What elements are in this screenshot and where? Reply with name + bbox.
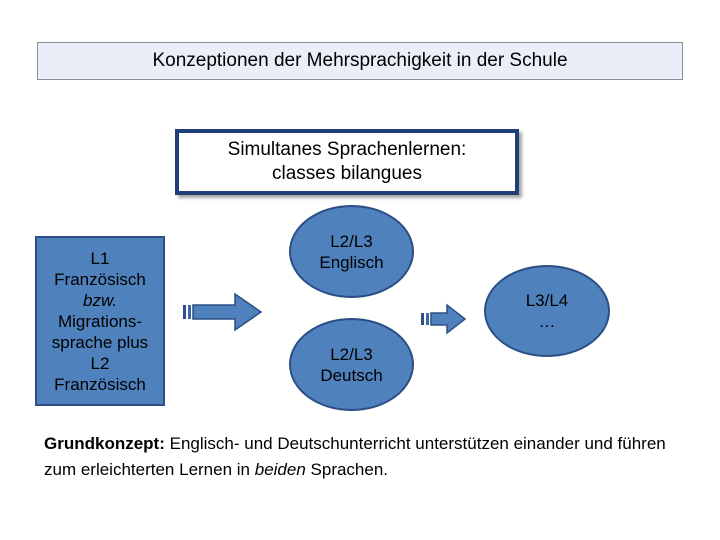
description-label: Grundkonzept: [44, 434, 165, 453]
sim-box-line1: Simultanes Sprachenlernen: [227, 139, 467, 160]
l1-line: sprache plus [51, 332, 149, 352]
description-text: Englisch- und Deutschunterricht unterstützen einander und führen zum erleichterten Lernen in [44, 434, 666, 479]
ellipse-english [289, 205, 414, 298]
ellipse-line2: Englisch [319, 252, 384, 272]
ellipse-line2: … [538, 312, 556, 331]
sim-box-line2: classes bilangues [272, 163, 422, 184]
ellipse-line2: Deutsch [320, 365, 383, 385]
l1-italic: bzw. [82, 290, 118, 310]
description-text-end: Sprachen. [305, 460, 389, 479]
arrow-right-icon [183, 292, 263, 332]
title-box [37, 42, 683, 80]
l1-line: L2 [90, 353, 110, 373]
description [44, 431, 694, 483]
l1-line: Migrations- [57, 311, 143, 331]
l1-line: L1 [90, 248, 110, 268]
arrow-right-icon [421, 303, 467, 335]
description-italic: beiden [254, 460, 306, 479]
l1-box [35, 236, 165, 406]
ellipse-line1: L2/L3 [330, 231, 373, 251]
l1-line: Französisch [54, 374, 146, 394]
ellipse-german [289, 318, 414, 411]
ellipse-l3-l4 [484, 265, 610, 357]
ellipse-line1: L3/L4 [525, 291, 569, 310]
ellipse-line1: L2/L3 [330, 344, 373, 364]
page-title: Konzeptionen der Mehrsprachigkeit in der Schule [152, 50, 568, 71]
simultaneous-learning-box [175, 129, 519, 195]
l1-line: Französisch [54, 269, 146, 289]
